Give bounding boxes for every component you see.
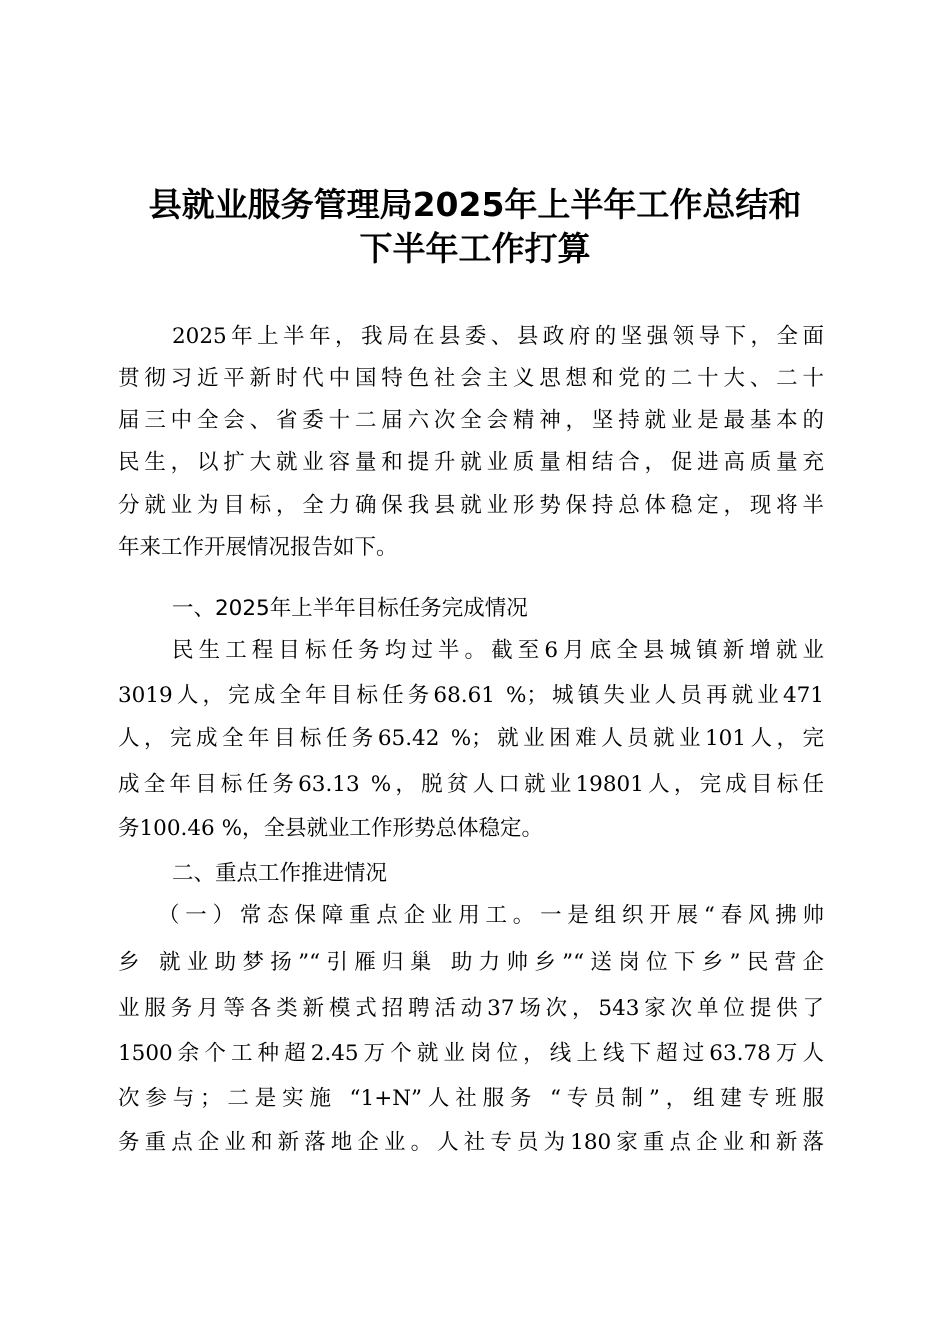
section-1-paragraph-line: 务100.46 %，全县就业工作形势总体稳定。: [118, 816, 543, 841]
section-heading-2: 二、重点工作推进情况: [172, 861, 388, 886]
section-2-paragraph-line: 业服务月等各类新模式招聘活动37场次，543家次单位提供了: [118, 996, 824, 1021]
section-1-paragraph-line: 3019人，完成全年目标任务68.61 %；城镇失业人员再就业471: [118, 683, 824, 708]
intro-paragraph-line: 分就业为目标，全力确保我县就业形势保持总体稳定，现将半: [118, 493, 824, 518]
section-heading-1: 一、2025年上半年目标任务完成情况: [172, 596, 528, 621]
section-1-paragraph-line: 民生工程目标任务均过半。截至6月底全县城镇新增就业: [172, 638, 824, 663]
section-1-paragraph-line: 人，完成全年目标任务65.42 %；就业困难人员就业101人，完: [118, 726, 824, 751]
intro-paragraph-line: 年来工作开展情况报告如下。: [118, 535, 398, 560]
intro-paragraph-line: 2025年上半年，我局在县委、县政府的坚强领导下，全面: [172, 324, 824, 349]
intro-paragraph-line: 贯彻习近平新时代中国特色社会主义思想和党的二十大、二十: [118, 366, 824, 391]
section-2-paragraph-line: 乡 就业助梦扬”“引雁归巢 助力帅乡”“送岗位下乡”民营企: [118, 950, 824, 975]
section-1-paragraph-line: 成全年目标任务63.13 %，脱贫人口就业19801人，完成目标任: [118, 772, 824, 797]
document-title-line-1: 县就业服务管理局2025年上半年工作总结和: [148, 185, 802, 224]
section-2-paragraph-line: 务重点企业和新落地企业。人社专员为180家重点企业和新落: [118, 1130, 824, 1155]
section-2-paragraph-line: 次参与；二是实施 “1+N”人社服务 “专员制”，组建专班服: [118, 1086, 824, 1111]
section-2-paragraph-line: （一）常态保障重点企业用工。一是组织开展“春风拂帅: [158, 903, 824, 928]
document-title-line-2: 下半年工作打算: [359, 229, 591, 268]
intro-paragraph-line: 届三中全会、省委十二届六次全会精神，坚持就业是最基本的: [118, 408, 824, 433]
section-2-paragraph-line: 1500余个工种超2.45万个就业岗位，线上线下超过63.78万人: [118, 1041, 824, 1066]
intro-paragraph-line: 民生，以扩大就业容量和提升就业质量相结合，促进高质量充: [118, 450, 824, 475]
